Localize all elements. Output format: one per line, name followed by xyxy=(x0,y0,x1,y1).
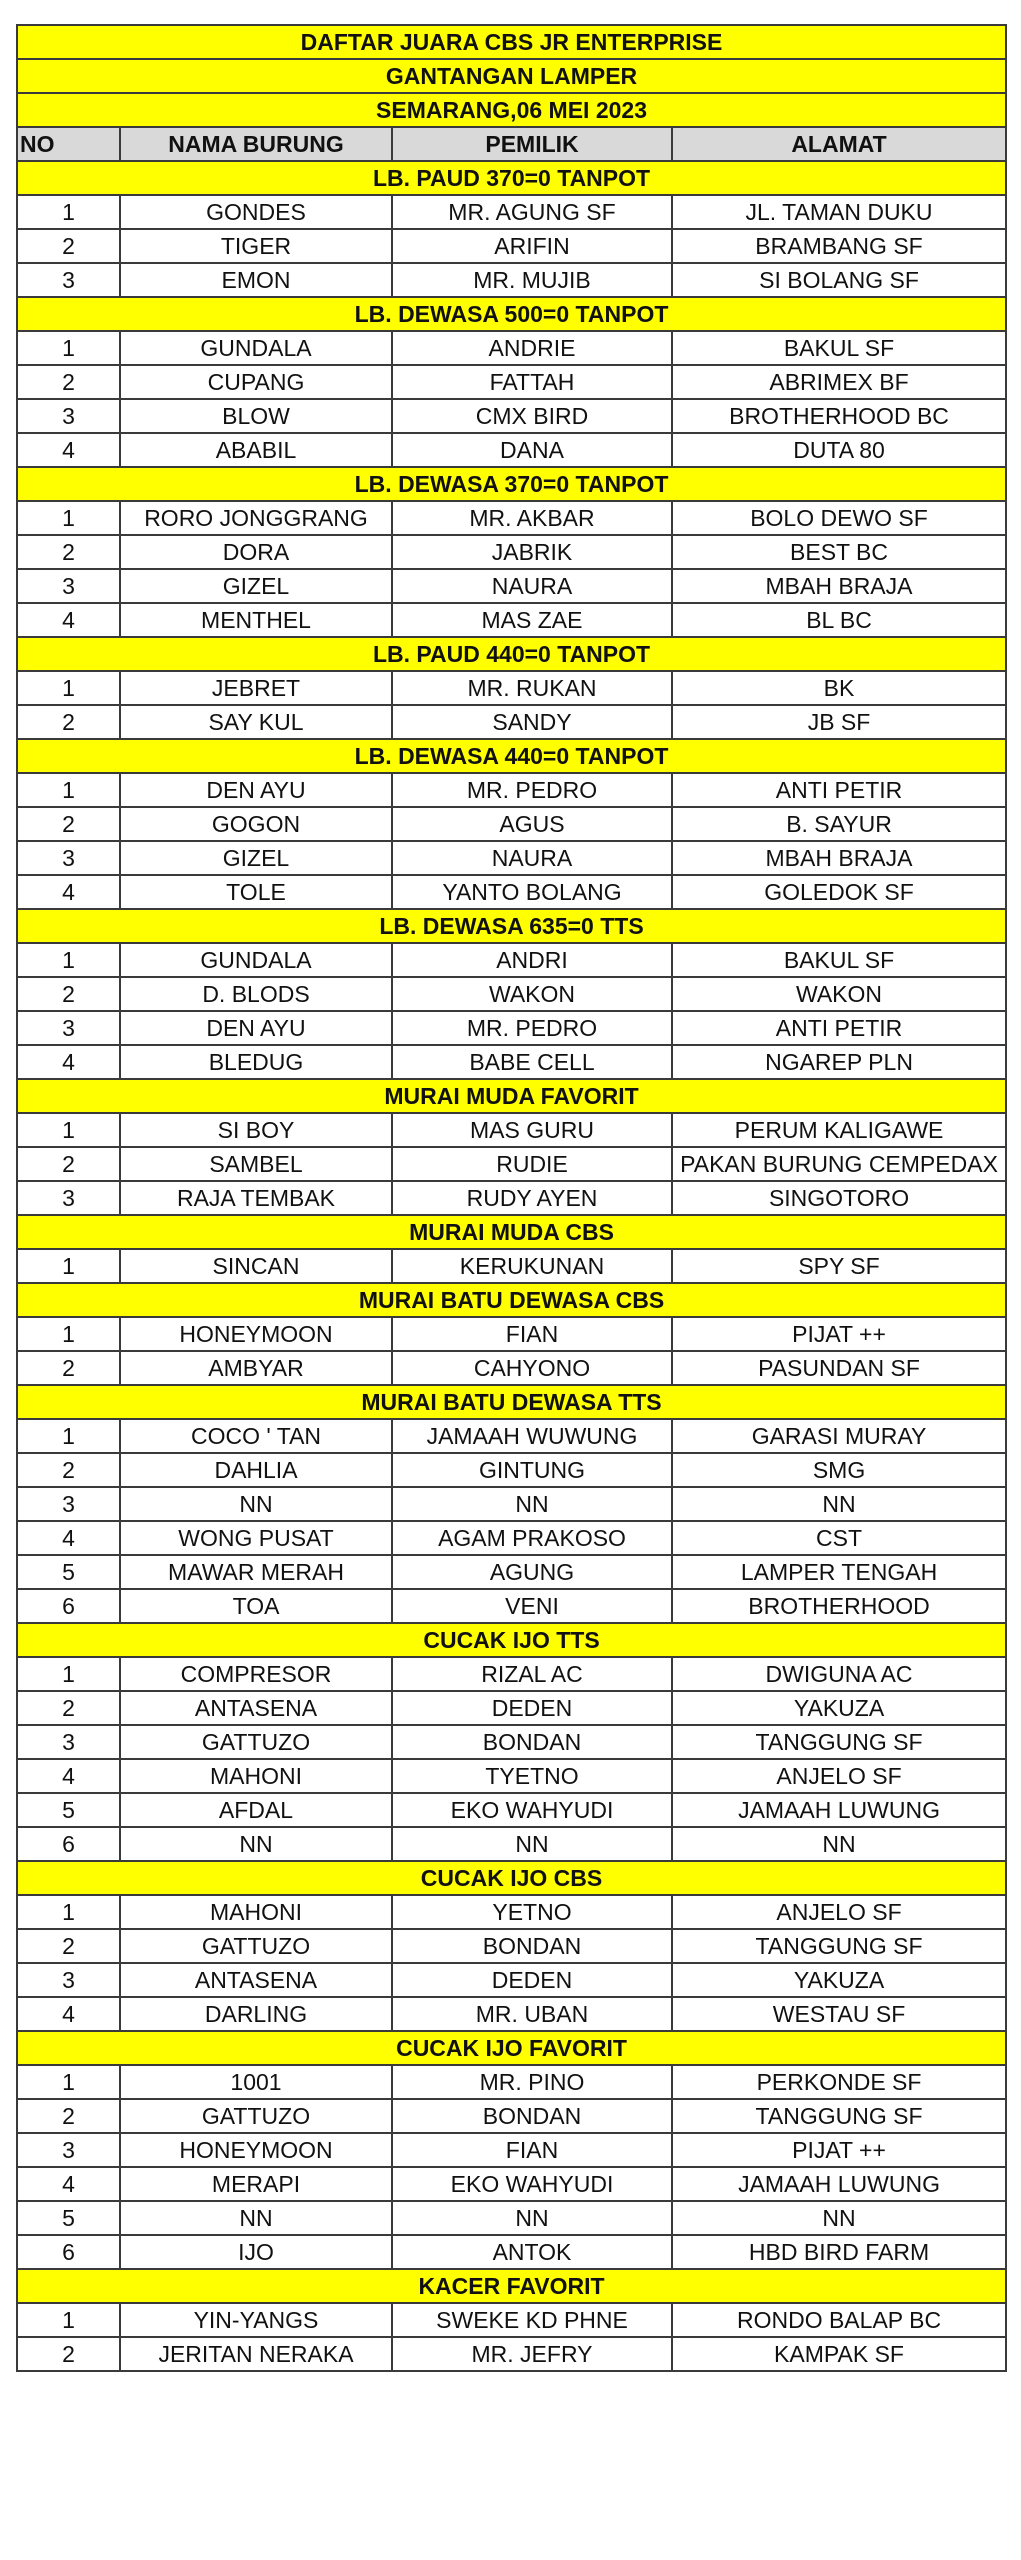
address-cell: JAMAAH LUWUNG xyxy=(672,2167,1006,2201)
address-cell: SI BOLANG SF xyxy=(672,263,1006,297)
table-row xyxy=(17,1929,1006,1963)
bird-name-cell: HONEYMOON xyxy=(120,2133,392,2167)
owner-cell: BONDAN xyxy=(392,2099,672,2133)
owner-cell: BABE CELL xyxy=(392,1045,672,1079)
address-cell: BL BC xyxy=(672,603,1006,637)
address-cell: BOLO DEWO SF xyxy=(672,501,1006,535)
address-cell: SPY SF xyxy=(672,1249,1006,1283)
address-cell: NN xyxy=(672,1827,1006,1861)
address-cell: ANJELO SF xyxy=(672,1759,1006,1793)
table-row xyxy=(17,1453,1006,1487)
address-cell: MBAH BRAJA xyxy=(672,841,1006,875)
bird-name-cell: RAJA TEMBAK xyxy=(120,1181,392,1215)
bird-name-cell: DORA xyxy=(120,535,392,569)
table-row xyxy=(17,433,1006,467)
table-row xyxy=(17,2337,1006,2371)
bird-name-cell: GIZEL xyxy=(120,841,392,875)
bird-name-cell: GIZEL xyxy=(120,569,392,603)
owner-cell: SWEKE KD PHNE xyxy=(392,2303,672,2337)
owner-cell: RUDY AYEN xyxy=(392,1181,672,1215)
address-cell: PERUM KALIGAWE xyxy=(672,1113,1006,1147)
table-row xyxy=(17,1759,1006,1793)
bird-name-cell: SI BOY xyxy=(120,1113,392,1147)
rank-cell: 3 xyxy=(17,263,120,297)
bird-name-cell: COMPRESOR xyxy=(120,1657,392,1691)
owner-cell: NAURA xyxy=(392,569,672,603)
table-row xyxy=(17,1045,1006,1079)
table-row xyxy=(17,569,1006,603)
owner-cell: WAKON xyxy=(392,977,672,1011)
category-header-row xyxy=(17,1283,1006,1317)
owner-cell: MR. PEDRO xyxy=(392,1011,672,1045)
table-row xyxy=(17,263,1006,297)
owner-cell: MR. PEDRO xyxy=(392,773,672,807)
category-title: LB. DEWASA 635=0 TTS xyxy=(17,909,1006,943)
table-row xyxy=(17,1181,1006,1215)
bird-name-cell: DEN AYU xyxy=(120,1011,392,1045)
owner-cell: CMX BIRD xyxy=(392,399,672,433)
bird-name-cell: JEBRET xyxy=(120,671,392,705)
category-header-row xyxy=(17,1861,1006,1895)
category-title: LB. PAUD 370=0 TANPOT xyxy=(17,161,1006,195)
bird-name-cell: 1001 xyxy=(120,2065,392,2099)
bird-name-cell: GONDES xyxy=(120,195,392,229)
bird-name-cell: JERITAN NERAKA xyxy=(120,2337,392,2371)
results-sheet xyxy=(16,24,1005,2372)
table-row xyxy=(17,1657,1006,1691)
bird-name-cell: AFDAL xyxy=(120,1793,392,1827)
rank-cell: 1 xyxy=(17,2303,120,2337)
bird-name-cell: CUPANG xyxy=(120,365,392,399)
table-row xyxy=(17,1963,1006,1997)
rank-cell: 3 xyxy=(17,1725,120,1759)
owner-cell: MR. MUJIB xyxy=(392,263,672,297)
bird-name-cell: D. BLODS xyxy=(120,977,392,1011)
table-row xyxy=(17,1589,1006,1623)
owner-cell: MAS ZAE xyxy=(392,603,672,637)
owner-cell: JAMAAH WUWUNG xyxy=(392,1419,672,1453)
rank-cell: 2 xyxy=(17,705,120,739)
owner-cell: AGAM PRAKOSO xyxy=(392,1521,672,1555)
address-cell: LAMPER TENGAH xyxy=(672,1555,1006,1589)
address-cell: ANJELO SF xyxy=(672,1895,1006,1929)
rank-cell: 2 xyxy=(17,807,120,841)
table-row xyxy=(17,195,1006,229)
owner-cell: DEDEN xyxy=(392,1691,672,1725)
owner-cell: DANA xyxy=(392,433,672,467)
address-cell: YAKUZA xyxy=(672,1963,1006,1997)
table-row xyxy=(17,1895,1006,1929)
rank-cell: 1 xyxy=(17,1317,120,1351)
rank-cell: 2 xyxy=(17,535,120,569)
rank-cell: 4 xyxy=(17,2167,120,2201)
rank-cell: 3 xyxy=(17,2133,120,2167)
rank-cell: 3 xyxy=(17,1181,120,1215)
address-cell: YAKUZA xyxy=(672,1691,1006,1725)
table-row xyxy=(17,365,1006,399)
table-row xyxy=(17,671,1006,705)
owner-cell: RIZAL AC xyxy=(392,1657,672,1691)
category-header-row xyxy=(17,1215,1006,1249)
rank-cell: 1 xyxy=(17,1113,120,1147)
rank-cell: 4 xyxy=(17,875,120,909)
address-cell: WESTAU SF xyxy=(672,1997,1006,2031)
owner-cell: EKO WAHYUDI xyxy=(392,2167,672,2201)
bird-name-cell: DAHLIA xyxy=(120,1453,392,1487)
category-title: MURAI MUDA FAVORIT xyxy=(17,1079,1006,1113)
table-row xyxy=(17,1521,1006,1555)
venue-title: GANTANGAN LAMPER xyxy=(17,59,1006,93)
table-row xyxy=(17,2133,1006,2167)
table-row xyxy=(17,2303,1006,2337)
owner-cell: NN xyxy=(392,2201,672,2235)
owner-cell: MAS GURU xyxy=(392,1113,672,1147)
category-header-row xyxy=(17,297,1006,331)
bird-name-cell: WONG PUSAT xyxy=(120,1521,392,1555)
rank-cell: 1 xyxy=(17,773,120,807)
owner-cell: JABRIK xyxy=(392,535,672,569)
owner-cell: EKO WAHYUDI xyxy=(392,1793,672,1827)
address-cell: SMG xyxy=(672,1453,1006,1487)
category-title: CUCAK IJO TTS xyxy=(17,1623,1006,1657)
table-row xyxy=(17,1249,1006,1283)
owner-cell: ANDRIE xyxy=(392,331,672,365)
rank-cell: 1 xyxy=(17,671,120,705)
owner-cell: ANDRI xyxy=(392,943,672,977)
category-title: CUCAK IJO FAVORIT xyxy=(17,2031,1006,2065)
category-title: KACER FAVORIT xyxy=(17,2269,1006,2303)
table-row xyxy=(17,807,1006,841)
rank-cell: 3 xyxy=(17,1963,120,1997)
header-owner: PEMILIK xyxy=(392,127,672,161)
table-row xyxy=(17,1419,1006,1453)
table-row xyxy=(17,1113,1006,1147)
address-cell: PERKONDE SF xyxy=(672,2065,1006,2099)
table-row xyxy=(17,331,1006,365)
owner-cell: NN xyxy=(392,1827,672,1861)
table-row xyxy=(17,1351,1006,1385)
rank-cell: 1 xyxy=(17,1657,120,1691)
table-row xyxy=(17,1827,1006,1861)
table-row xyxy=(17,501,1006,535)
address-cell: TANGGUNG SF xyxy=(672,2099,1006,2133)
rank-cell: 4 xyxy=(17,1997,120,2031)
owner-cell: MR. AGUNG SF xyxy=(392,195,672,229)
location-date: SEMARANG,06 MEI 2023 xyxy=(17,93,1006,127)
table-row xyxy=(17,1147,1006,1181)
address-cell: ABRIMEX BF xyxy=(672,365,1006,399)
bird-name-cell: GUNDALA xyxy=(120,943,392,977)
rank-cell: 1 xyxy=(17,2065,120,2099)
category-title: MURAI MUDA CBS xyxy=(17,1215,1006,1249)
header-address: ALAMAT xyxy=(672,127,1006,161)
rank-cell: 2 xyxy=(17,229,120,263)
table-row xyxy=(17,1691,1006,1725)
table-row xyxy=(17,1317,1006,1351)
table-row xyxy=(17,399,1006,433)
category-title: LB. DEWASA 370=0 TANPOT xyxy=(17,467,1006,501)
rank-cell: 6 xyxy=(17,1827,120,1861)
rank-cell: 5 xyxy=(17,1793,120,1827)
address-cell: NGAREP PLN xyxy=(672,1045,1006,1079)
rank-cell: 3 xyxy=(17,1487,120,1521)
address-cell: JAMAAH LUWUNG xyxy=(672,1793,1006,1827)
rank-cell: 4 xyxy=(17,603,120,637)
category-title: MURAI BATU DEWASA CBS xyxy=(17,1283,1006,1317)
rank-cell: 1 xyxy=(17,501,120,535)
table-row xyxy=(17,841,1006,875)
bird-name-cell: NN xyxy=(120,1487,392,1521)
title-row xyxy=(17,93,1006,127)
owner-cell: MR. JEFRY xyxy=(392,2337,672,2371)
address-cell: PIJAT ++ xyxy=(672,1317,1006,1351)
bird-name-cell: GATTUZO xyxy=(120,1929,392,1963)
address-cell: TANGGUNG SF xyxy=(672,1725,1006,1759)
bird-name-cell: EMON xyxy=(120,263,392,297)
bird-name-cell: COCO ' TAN xyxy=(120,1419,392,1453)
owner-cell: VENI xyxy=(392,1589,672,1623)
rank-cell: 4 xyxy=(17,1045,120,1079)
owner-cell: CAHYONO xyxy=(392,1351,672,1385)
table-row xyxy=(17,2201,1006,2235)
bird-name-cell: MERAPI xyxy=(120,2167,392,2201)
address-cell: DWIGUNA AC xyxy=(672,1657,1006,1691)
address-cell: BAKUL SF xyxy=(672,943,1006,977)
address-cell: B. SAYUR xyxy=(672,807,1006,841)
rank-cell: 2 xyxy=(17,2337,120,2371)
category-header-row xyxy=(17,2031,1006,2065)
table-row xyxy=(17,1725,1006,1759)
category-title: LB. PAUD 440=0 TANPOT xyxy=(17,637,1006,671)
owner-cell: DEDEN xyxy=(392,1963,672,1997)
table-row xyxy=(17,1011,1006,1045)
owner-cell: KERUKUNAN xyxy=(392,1249,672,1283)
column-header-row xyxy=(17,127,1006,161)
bird-name-cell: SAY KUL xyxy=(120,705,392,739)
address-cell: BEST BC xyxy=(672,535,1006,569)
owner-cell: TYETNO xyxy=(392,1759,672,1793)
owner-cell: YANTO BOLANG xyxy=(392,875,672,909)
owner-cell: NN xyxy=(392,1487,672,1521)
bird-name-cell: GUNDALA xyxy=(120,331,392,365)
bird-name-cell: MAHONI xyxy=(120,1895,392,1929)
rank-cell: 2 xyxy=(17,2099,120,2133)
address-cell: BAKUL SF xyxy=(672,331,1006,365)
rank-cell: 4 xyxy=(17,1521,120,1555)
owner-cell: YETNO xyxy=(392,1895,672,1929)
address-cell: SINGOTORO xyxy=(672,1181,1006,1215)
table-row xyxy=(17,1997,1006,2031)
table-row xyxy=(17,773,1006,807)
owner-cell: SANDY xyxy=(392,705,672,739)
rank-cell: 5 xyxy=(17,1555,120,1589)
category-header-row xyxy=(17,1623,1006,1657)
bird-name-cell: HONEYMOON xyxy=(120,1317,392,1351)
owner-cell: RUDIE xyxy=(392,1147,672,1181)
rank-cell: 2 xyxy=(17,977,120,1011)
bird-name-cell: YIN-YANGS xyxy=(120,2303,392,2337)
owner-cell: GINTUNG xyxy=(392,1453,672,1487)
address-cell: NN xyxy=(672,2201,1006,2235)
address-cell: JB SF xyxy=(672,705,1006,739)
owner-cell: AGUNG xyxy=(392,1555,672,1589)
owner-cell: BONDAN xyxy=(392,1725,672,1759)
bird-name-cell: DEN AYU xyxy=(120,773,392,807)
bird-name-cell: NN xyxy=(120,1827,392,1861)
results-table-body xyxy=(17,25,1006,2371)
category-title: CUCAK IJO CBS xyxy=(17,1861,1006,1895)
rank-cell: 3 xyxy=(17,1011,120,1045)
owner-cell: FIAN xyxy=(392,1317,672,1351)
rank-cell: 4 xyxy=(17,1759,120,1793)
category-header-row xyxy=(17,1385,1006,1419)
rank-cell: 2 xyxy=(17,1147,120,1181)
address-cell: GARASI MURAY xyxy=(672,1419,1006,1453)
table-row xyxy=(17,875,1006,909)
address-cell: RONDO BALAP BC xyxy=(672,2303,1006,2337)
category-header-row xyxy=(17,1079,1006,1113)
table-row xyxy=(17,2065,1006,2099)
bird-name-cell: GOGON xyxy=(120,807,392,841)
bird-name-cell: MAWAR MERAH xyxy=(120,1555,392,1589)
bird-name-cell: ABABIL xyxy=(120,433,392,467)
address-cell: ANTI PETIR xyxy=(672,1011,1006,1045)
owner-cell: ARIFIN xyxy=(392,229,672,263)
address-cell: HBD BIRD FARM xyxy=(672,2235,1006,2269)
address-cell: PASUNDAN SF xyxy=(672,1351,1006,1385)
bird-name-cell: BLEDUG xyxy=(120,1045,392,1079)
rank-cell: 3 xyxy=(17,569,120,603)
address-cell: PIJAT ++ xyxy=(672,2133,1006,2167)
bird-name-cell: AMBYAR xyxy=(120,1351,392,1385)
rank-cell: 5 xyxy=(17,2201,120,2235)
owner-cell: FATTAH xyxy=(392,365,672,399)
bird-name-cell: BLOW xyxy=(120,399,392,433)
table-row xyxy=(17,535,1006,569)
bird-name-cell: ANTASENA xyxy=(120,1963,392,1997)
owner-cell: BONDAN xyxy=(392,1929,672,1963)
category-header-row xyxy=(17,739,1006,773)
address-cell: CST xyxy=(672,1521,1006,1555)
owner-cell: FIAN xyxy=(392,2133,672,2167)
bird-name-cell: DARLING xyxy=(120,1997,392,2031)
address-cell: BRAMBANG SF xyxy=(672,229,1006,263)
address-cell: WAKON xyxy=(672,977,1006,1011)
rank-cell: 4 xyxy=(17,433,120,467)
bird-name-cell: RORO JONGGRANG xyxy=(120,501,392,535)
category-header-row xyxy=(17,467,1006,501)
rank-cell: 1 xyxy=(17,1419,120,1453)
header-no: NO xyxy=(17,127,120,161)
rank-cell: 1 xyxy=(17,1249,120,1283)
rank-cell: 2 xyxy=(17,1929,120,1963)
address-cell: DUTA 80 xyxy=(672,433,1006,467)
address-cell: TANGGUNG SF xyxy=(672,1929,1006,1963)
bird-name-cell: GATTUZO xyxy=(120,2099,392,2133)
category-header-row xyxy=(17,161,1006,195)
owner-cell: MR. AKBAR xyxy=(392,501,672,535)
bird-name-cell: TOLE xyxy=(120,875,392,909)
results-table xyxy=(16,24,1007,2372)
owner-cell: MR. PINO xyxy=(392,2065,672,2099)
table-row xyxy=(17,943,1006,977)
rank-cell: 3 xyxy=(17,399,120,433)
owner-cell: MR. RUKAN xyxy=(392,671,672,705)
rank-cell: 2 xyxy=(17,1691,120,1725)
bird-name-cell: MAHONI xyxy=(120,1759,392,1793)
owner-cell: ANTOK xyxy=(392,2235,672,2269)
document-title: DAFTAR JUARA CBS JR ENTERPRISE xyxy=(17,25,1006,59)
rank-cell: 1 xyxy=(17,1895,120,1929)
rank-cell: 1 xyxy=(17,195,120,229)
table-row xyxy=(17,1555,1006,1589)
category-header-row xyxy=(17,909,1006,943)
table-row xyxy=(17,2167,1006,2201)
rank-cell: 3 xyxy=(17,841,120,875)
address-cell: ANTI PETIR xyxy=(672,773,1006,807)
owner-cell: AGUS xyxy=(392,807,672,841)
address-cell: BK xyxy=(672,671,1006,705)
address-cell: NN xyxy=(672,1487,1006,1521)
address-cell: MBAH BRAJA xyxy=(672,569,1006,603)
title-row xyxy=(17,59,1006,93)
category-title: LB. DEWASA 500=0 TANPOT xyxy=(17,297,1006,331)
rank-cell: 2 xyxy=(17,365,120,399)
owner-cell: NAURA xyxy=(392,841,672,875)
address-cell: GOLEDOK SF xyxy=(672,875,1006,909)
table-row xyxy=(17,229,1006,263)
owner-cell: MR. UBAN xyxy=(392,1997,672,2031)
bird-name-cell: TIGER xyxy=(120,229,392,263)
address-cell: PAKAN BURUNG CEMPEDAX xyxy=(672,1147,1006,1181)
table-row xyxy=(17,2235,1006,2269)
table-row xyxy=(17,2099,1006,2133)
category-title: LB. DEWASA 440=0 TANPOT xyxy=(17,739,1006,773)
address-cell: BROTHERHOOD xyxy=(672,1589,1006,1623)
rank-cell: 2 xyxy=(17,1453,120,1487)
bird-name-cell: IJO xyxy=(120,2235,392,2269)
table-row xyxy=(17,1793,1006,1827)
bird-name-cell: SINCAN xyxy=(120,1249,392,1283)
rank-cell: 6 xyxy=(17,1589,120,1623)
category-header-row xyxy=(17,2269,1006,2303)
category-title: MURAI BATU DEWASA TTS xyxy=(17,1385,1006,1419)
address-cell: KAMPAK SF xyxy=(672,2337,1006,2371)
table-row xyxy=(17,603,1006,637)
bird-name-cell: GATTUZO xyxy=(120,1725,392,1759)
rank-cell: 1 xyxy=(17,331,120,365)
address-cell: JL. TAMAN DUKU xyxy=(672,195,1006,229)
rank-cell: 1 xyxy=(17,943,120,977)
header-bird-name: NAMA BURUNG xyxy=(120,127,392,161)
bird-name-cell: TOA xyxy=(120,1589,392,1623)
table-row xyxy=(17,1487,1006,1521)
table-row xyxy=(17,977,1006,1011)
category-header-row xyxy=(17,637,1006,671)
rank-cell: 2 xyxy=(17,1351,120,1385)
bird-name-cell: SAMBEL xyxy=(120,1147,392,1181)
bird-name-cell: MENTHEL xyxy=(120,603,392,637)
table-row xyxy=(17,705,1006,739)
title-row xyxy=(17,25,1006,59)
rank-cell: 6 xyxy=(17,2235,120,2269)
bird-name-cell: ANTASENA xyxy=(120,1691,392,1725)
address-cell: BROTHERHOOD BC xyxy=(672,399,1006,433)
bird-name-cell: NN xyxy=(120,2201,392,2235)
